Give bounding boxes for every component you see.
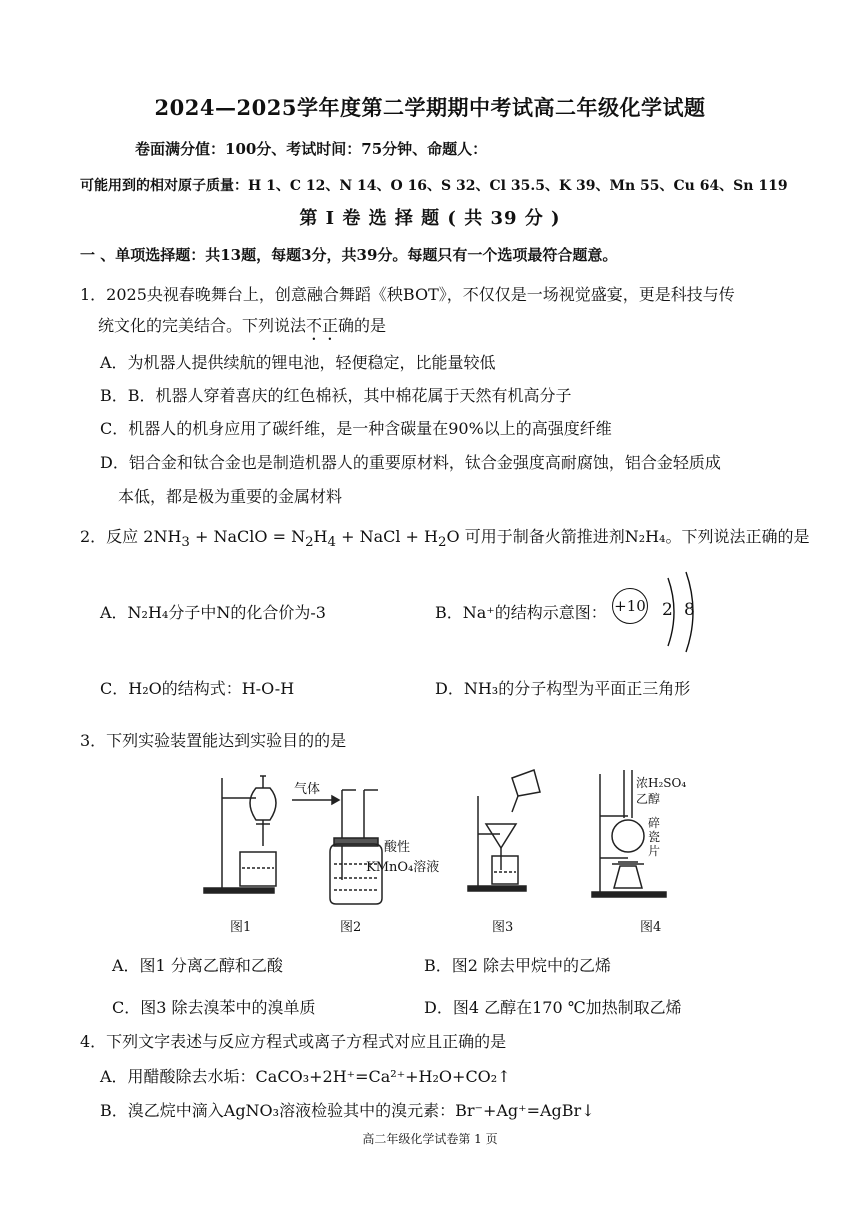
q1-stem-line1: 1．2025央视春晚舞台上，创意融合舞蹈《秧BOT》，不仅仅是一场视觉盛宴，更是科技与传 [80, 285, 735, 304]
nucleus-circle: +10 [612, 588, 648, 624]
q1-emphasis: 不正 [306, 316, 339, 335]
electron-shell-arcs [652, 570, 702, 654]
section-heading: 一 、单项选择题：共13题，每题3分，共39分。每题只有一个选项最符合题意。 [80, 246, 618, 264]
fig4-label: 图4 [640, 920, 662, 935]
lab-apparatus-drawing [196, 760, 706, 940]
exam-info: 卷面满分值：100分、考试时间：75分钟、命题人： [135, 140, 488, 158]
shell-1-electrons: 2 [662, 600, 673, 620]
q3-option-a: A．图1 分离乙醇和乙酸 [112, 956, 283, 975]
q1-option-b: B．B．机器人穿着喜庆的红色棉袄，其中棉花属于天然有机高分子 [100, 386, 572, 405]
q1-stem-post: 确的是 [338, 316, 387, 335]
page-footer: 高二年级化学试卷第 1 页 [362, 1132, 498, 1146]
fig4-acid-label: 浓H₂SO₄ [636, 776, 687, 790]
fig3-label: 图3 [492, 920, 514, 935]
q3-stem: 3．下列实验装置能达到实验目的的是 [80, 731, 347, 750]
fig1-label: 图1 [230, 920, 252, 935]
q4-stem: 4．下列文字表述与反应方程式或离子方程式对应且正确的是 [80, 1032, 507, 1051]
q2-option-c: C．H₂O的结构式：H-O-H [100, 679, 295, 698]
q4-option-b: B．溴乙烷中滴入AgNO₃溶液检验其中的溴元素：Br⁻+Ag⁺=AgBr↓ [100, 1101, 595, 1120]
q3-option-b: B．图2 除去甲烷中的乙烯 [424, 956, 612, 975]
q2-stem [80, 524, 809, 550]
shell-2-electrons: 8 [684, 600, 695, 620]
q3-option-d: D．图4 乙醇在170 ℃加热制取乙烯 [424, 998, 682, 1017]
fig2-reagent-label-2: KMnO₄溶液 [366, 860, 440, 875]
q2-equation: $2NH_3$ + NaClO = $N_2H_4$ + NaCl + $H_2O$ [138, 527, 465, 551]
fig4-shards-label: 碎瓷片 [648, 816, 661, 858]
q4-option-a: A．用醋酸除去水垢：CaCO₃+2H⁺=Ca²⁺+H₂O+CO₂↑ [100, 1067, 511, 1086]
exam-title: 2024—2025学年度第二学期期中考试高二年级化学试题 [154, 95, 706, 120]
q2-option-d: D．NH₃的分子构型为平面正三角形 [435, 679, 691, 698]
atomic-masses: 可能用到的相对原子质量：H 1、C 12、N 14、O 16、S 32、Cl 35.5、K 39、Mn 55、Cu 64、Sn 119 [80, 178, 788, 194]
q1-stem-line2 [98, 313, 386, 344]
fig2-reagent-label-1: 酸性 [384, 840, 411, 855]
q1-option-d-line2: 本低，都是极为重要的金属材料 [118, 487, 343, 506]
q3-option-c: C．图3 除去溴苯中的溴单质 [112, 998, 316, 1017]
q2-option-b: B．Na⁺的结构示意图： [435, 603, 607, 622]
q2-stem-post: 可用于制备火箭推进剂N₂H₄。下列说法正确的是 [464, 527, 810, 546]
fig2-label: 图2 [340, 920, 362, 935]
q1-option-d-line1: D．铝合金和钛合金也是制造机器人的重要原材料，钛合金强度高耐腐蚀，铝合金轻质成 [100, 453, 721, 472]
q2-option-a: A．N₂H₄分子中N的化合价为-3 [100, 603, 326, 622]
lab-apparatus-figure [196, 760, 706, 940]
q1-stem-pre: 统文化的完美结合。下列说法 [98, 316, 307, 335]
sodium-ion-structure-diagram [612, 588, 702, 636]
fig2-gas-label: 气体 [294, 782, 321, 797]
q1-option-c: C．机器人的机身应用了碳纤维，是一种含碳量在90%以上的高强度纤维 [100, 419, 612, 438]
q2-stem-pre: 2．反应 [80, 527, 139, 546]
fig4-ethanol-label: 乙醇 [636, 792, 661, 806]
part-heading: 第 I 卷 选 择 题 ( 共 39 分 ) [299, 208, 561, 229]
q1-option-a: A．为机器人提供续航的锂电池，轻便稳定，比能量较低 [100, 353, 496, 372]
